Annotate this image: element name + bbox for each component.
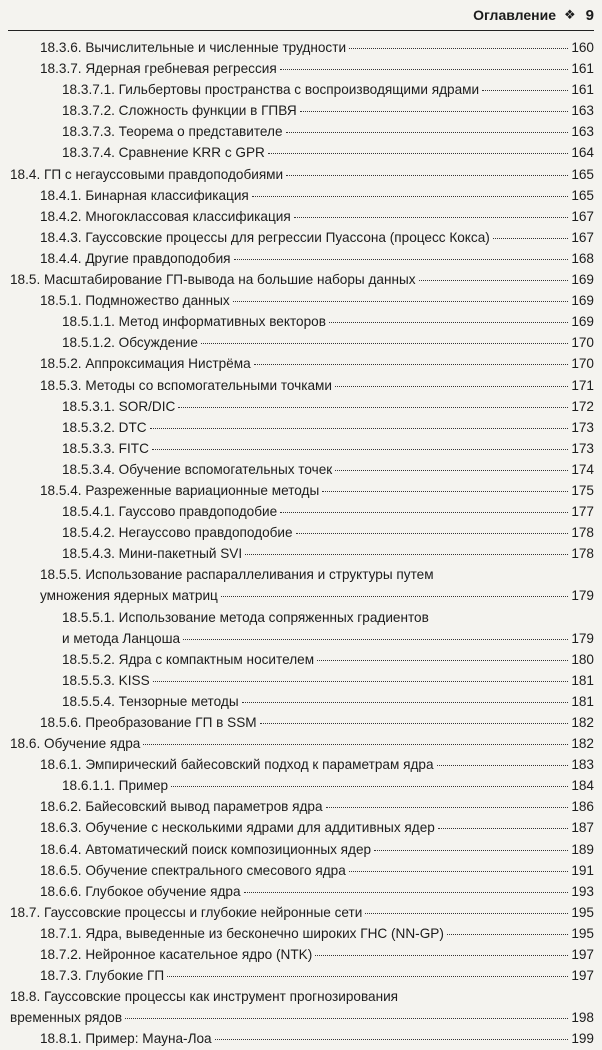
toc-entry-page: 179 bbox=[571, 588, 594, 604]
dot-leader bbox=[335, 470, 568, 471]
toc-entry[interactable] bbox=[0, 754, 602, 775]
toc-entry-title: 18.4. ГП с негауссовыми правдоподобиями bbox=[10, 166, 284, 182]
toc-entry-title: 18.4.1. Бинарная классификация bbox=[40, 187, 249, 203]
toc-entry-page: 183 bbox=[571, 757, 594, 773]
dot-leader bbox=[252, 196, 569, 197]
toc-entry[interactable] bbox=[0, 522, 602, 543]
toc-entry-page: 163 bbox=[571, 103, 594, 119]
toc-entry-title: 18.6. Обучение ядра bbox=[10, 736, 141, 752]
toc-entry-page: 178 bbox=[571, 525, 594, 541]
toc-entry-title: 18.6.1.1. Пример bbox=[62, 778, 169, 794]
toc-entry-page: 193 bbox=[571, 883, 594, 899]
toc-entry-page: 171 bbox=[571, 377, 594, 393]
toc-entry-title: 18.5.5.2. Ядра с компактным носителем bbox=[62, 651, 315, 667]
toc-entry-title: 18.5.4.3. Мини-пакетный SVI bbox=[62, 546, 243, 562]
toc-entry[interactable] bbox=[0, 396, 602, 417]
dot-leader bbox=[152, 449, 568, 450]
dot-leader bbox=[315, 955, 568, 956]
toc-entry[interactable] bbox=[0, 459, 602, 480]
dot-leader bbox=[280, 512, 568, 513]
dot-leader bbox=[167, 976, 568, 977]
toc-entry[interactable] bbox=[0, 185, 602, 206]
toc-entry-title: 18.6.1. Эмпирический байесовский подход к параметрам ядра bbox=[40, 757, 434, 773]
toc-entry[interactable] bbox=[0, 353, 602, 374]
toc-entry[interactable] bbox=[0, 733, 602, 754]
toc-entry-page: 178 bbox=[571, 546, 594, 562]
toc-entry[interactable] bbox=[0, 142, 602, 163]
toc-entry-page: 164 bbox=[571, 145, 594, 161]
toc-entry-page: 169 bbox=[571, 272, 594, 288]
toc-entry[interactable] bbox=[0, 290, 602, 311]
dot-leader bbox=[482, 90, 568, 91]
toc-entry[interactable] bbox=[0, 269, 602, 290]
toc-entry-title: 18.7.2. Нейронное касательное ядро (NTK) bbox=[40, 947, 313, 963]
table-of-contents bbox=[0, 37, 602, 1050]
toc-entry[interactable] bbox=[0, 607, 602, 628]
toc-entry[interactable] bbox=[0, 58, 602, 79]
dot-leader bbox=[125, 1018, 568, 1019]
dot-leader bbox=[349, 48, 568, 49]
toc-entry-page: 173 bbox=[571, 419, 594, 435]
toc-entry-page: 177 bbox=[571, 504, 594, 520]
toc-entry-page: 195 bbox=[571, 904, 594, 920]
toc-entry[interactable] bbox=[0, 248, 602, 269]
toc-entry[interactable] bbox=[0, 817, 602, 838]
toc-entry-title: 18.5.5.1. Использование метода сопряженных градиентов bbox=[62, 609, 429, 625]
toc-entry-page: 169 bbox=[571, 314, 594, 330]
dot-leader bbox=[326, 807, 569, 808]
toc-entry-title: 18.7.1. Ядра, выведенные из бесконечно широких ГНС (NN-GP) bbox=[40, 925, 444, 941]
toc-entry-page: 182 bbox=[571, 715, 594, 730]
dot-leader bbox=[438, 828, 569, 829]
toc-entry-title: 18.5.5.4. Тензорные методы bbox=[62, 693, 239, 709]
toc-entry-title: 18.7.3. Глубокие ГП bbox=[40, 968, 165, 984]
toc-entry-title: временных рядов bbox=[10, 1010, 123, 1026]
toc-entry-title: 18.5.6. Преобразование ГП в SSM bbox=[40, 715, 257, 730]
dot-leader bbox=[254, 364, 569, 365]
toc-entry-page: 199 bbox=[571, 1031, 594, 1047]
toc-entry-page: 168 bbox=[571, 250, 594, 266]
dot-leader bbox=[143, 744, 568, 745]
toc-entry-title: 18.8. Гауссовские процессы как инструмент прогнозирования bbox=[10, 989, 399, 1005]
toc-entry[interactable] bbox=[0, 543, 602, 564]
toc-entry[interactable] bbox=[0, 311, 602, 332]
toc-entry-page: 160 bbox=[571, 40, 594, 55]
toc-entry[interactable] bbox=[0, 839, 602, 860]
toc-entry[interactable] bbox=[0, 332, 602, 353]
header-section-title: Оглавление bbox=[473, 7, 556, 23]
toc-entry-title: 18.6.5. Обучение спектрального смесового ядра bbox=[40, 862, 346, 878]
toc-entry-title: умножения ядерных матриц bbox=[40, 588, 218, 604]
toc-entry-page: 161 bbox=[571, 61, 594, 77]
dot-leader bbox=[234, 259, 569, 260]
dot-leader bbox=[437, 765, 569, 766]
diamond-ornament-icon: ❖ bbox=[564, 7, 576, 22]
dot-leader bbox=[221, 596, 568, 597]
toc-entry-page: 182 bbox=[571, 736, 594, 752]
toc-entry[interactable] bbox=[0, 417, 602, 438]
toc-entry-page: 197 bbox=[571, 968, 594, 984]
toc-entry-page: 174 bbox=[571, 461, 594, 477]
toc-entry-page: 181 bbox=[571, 672, 594, 688]
toc-entry-title: 18.4.3. Гауссовские процессы для регрессии Пуассона (процесс Кокса) bbox=[40, 229, 490, 245]
toc-entry-page: 179 bbox=[571, 630, 594, 646]
toc-entry-title: 18.5.3.1. SOR/DIC bbox=[62, 398, 176, 414]
dot-leader bbox=[300, 111, 569, 112]
toc-entry-page: 180 bbox=[571, 651, 594, 667]
toc-entry-title: и метода Ланцоша bbox=[62, 630, 181, 646]
dot-leader bbox=[260, 723, 569, 724]
dot-leader bbox=[215, 1039, 569, 1040]
toc-entry-title: 18.3.7.2. Сложность функции в ГПВЯ bbox=[62, 103, 297, 119]
toc-entry-page: 172 bbox=[571, 398, 594, 414]
dot-leader bbox=[150, 428, 569, 429]
toc-entry[interactable] bbox=[0, 100, 602, 121]
toc-entry-page: 184 bbox=[571, 778, 594, 794]
dot-leader bbox=[447, 934, 568, 935]
toc-entry[interactable] bbox=[0, 775, 602, 796]
dot-leader bbox=[268, 153, 568, 154]
dot-leader bbox=[280, 69, 569, 70]
toc-entry-page: 170 bbox=[571, 356, 594, 372]
toc-entry-title: 18.5.1.1. Метод информативных векторов bbox=[62, 314, 326, 330]
toc-entry-page: 175 bbox=[571, 482, 594, 498]
toc-entry-page: 167 bbox=[571, 208, 594, 224]
toc-entry[interactable] bbox=[0, 438, 602, 459]
toc-entry-page: 198 bbox=[571, 1010, 594, 1026]
toc-entry-page: 173 bbox=[571, 440, 594, 456]
toc-entry[interactable] bbox=[0, 1007, 602, 1028]
dot-leader bbox=[329, 322, 568, 323]
dot-leader bbox=[419, 280, 569, 281]
toc-entry-title: 18.6.6. Глубокое обучение ядра bbox=[40, 883, 241, 899]
toc-entry-title: 18.5.3. Методы со вспомогательными точками bbox=[40, 377, 332, 393]
toc-entry[interactable] bbox=[0, 796, 602, 817]
toc-entry[interactable] bbox=[0, 670, 602, 691]
toc-entry-title: 18.4.4. Другие правдоподобия bbox=[40, 250, 231, 266]
dot-leader bbox=[365, 913, 568, 914]
toc-entry-title: 18.3.7.4. Сравнение KRR с GPR bbox=[62, 145, 265, 161]
toc-entry[interactable] bbox=[0, 649, 602, 670]
toc-entry-title: 18.3.7. Ядерная гребневая регрессия bbox=[40, 61, 277, 77]
dot-leader bbox=[171, 786, 568, 787]
toc-entry[interactable] bbox=[0, 480, 602, 501]
toc-entry-title: 18.5.1. Подмножество данных bbox=[40, 293, 230, 309]
toc-entry[interactable] bbox=[0, 986, 602, 1007]
toc-entry-page: 191 bbox=[571, 862, 594, 878]
toc-entry[interactable] bbox=[0, 79, 602, 100]
dot-leader bbox=[201, 343, 568, 344]
running-header bbox=[8, 0, 594, 31]
toc-entry-title: 18.6.4. Автоматический поиск композиционных ядер bbox=[40, 841, 372, 857]
toc-entry-title: 18.3.6. Вычислительные и численные трудности bbox=[40, 40, 347, 55]
toc-entry[interactable] bbox=[0, 965, 602, 986]
toc-entry-page: 167 bbox=[571, 229, 594, 245]
dot-leader bbox=[296, 533, 569, 534]
toc-entry[interactable] bbox=[0, 712, 602, 733]
toc-entry[interactable] bbox=[0, 628, 602, 649]
dot-leader bbox=[286, 132, 569, 133]
toc-entry[interactable] bbox=[0, 564, 602, 585]
dot-leader bbox=[245, 554, 568, 555]
dot-leader bbox=[183, 639, 568, 640]
toc-entry-title: 18.5.5. Использование распараллеливания и структуры путем bbox=[40, 567, 434, 583]
toc-entry-title: 18.6.3. Обучение с несколькими ядрами для аддитивных ядер bbox=[40, 820, 435, 836]
toc-entry-page: 195 bbox=[571, 925, 594, 941]
toc-entry-title: 18.5.2. Аппроксимация Нистрёма bbox=[40, 356, 251, 372]
toc-entry-title: 18.3.7.1. Гильбертовы пространства с воспроизводящими ядрами bbox=[62, 82, 480, 98]
dot-leader bbox=[317, 660, 568, 661]
toc-entry-page: 163 bbox=[571, 124, 594, 140]
dot-leader bbox=[286, 175, 568, 176]
toc-entry[interactable] bbox=[0, 227, 602, 248]
toc-entry-page: 165 bbox=[571, 187, 594, 203]
dot-leader bbox=[242, 702, 569, 703]
toc-entry-title: 18.5.3.3. FITC bbox=[62, 440, 149, 456]
toc-entry[interactable] bbox=[0, 375, 602, 396]
toc-entry-title: 18.5. Масштабирование ГП-вывода на большие наборы данных bbox=[10, 272, 416, 288]
toc-entry[interactable] bbox=[0, 121, 602, 142]
dot-leader bbox=[153, 681, 569, 682]
toc-entry-title: 18.6.2. Байесовский вывод параметров ядра bbox=[40, 799, 323, 815]
toc-entry-page: 181 bbox=[571, 693, 594, 709]
toc-entry[interactable] bbox=[0, 691, 602, 712]
toc-entry[interactable] bbox=[0, 501, 602, 522]
toc-entry-page: 169 bbox=[571, 293, 594, 309]
dot-leader bbox=[178, 407, 568, 408]
toc-entry-title: 18.5.1.2. Обсуждение bbox=[62, 335, 198, 351]
toc-entry-title: 18.3.7.3. Теорема о представителе bbox=[62, 124, 283, 140]
toc-entry[interactable] bbox=[0, 944, 602, 965]
header-page-number: 9 bbox=[585, 6, 594, 24]
toc-entry[interactable] bbox=[0, 37, 602, 58]
dot-leader bbox=[322, 491, 568, 492]
toc-entry-title: 18.5.4.1. Гауссово правдоподобие bbox=[62, 504, 278, 520]
toc-entry-title: 18.7. Гауссовские процессы и глубокие нейронные сети bbox=[10, 904, 363, 920]
toc-entry-title: 18.8.1. Пример: Мауна-Лоа bbox=[40, 1031, 212, 1047]
toc-entry-title: 18.5.5.3. KISS bbox=[62, 672, 150, 688]
dot-leader bbox=[493, 238, 569, 239]
dot-leader bbox=[349, 871, 569, 872]
toc-entry-page: 161 bbox=[571, 82, 594, 98]
toc-entry-title: 18.4.2. Многоклассовая классификация bbox=[40, 208, 291, 224]
toc-entry[interactable] bbox=[0, 923, 602, 944]
toc-entry-page: 165 bbox=[571, 166, 594, 182]
dot-leader bbox=[244, 892, 569, 893]
toc-entry-title: 18.5.3.2. DTC bbox=[62, 419, 147, 435]
toc-entry-title: 18.5.4.2. Негауссово правдоподобие bbox=[62, 525, 293, 541]
toc-entry[interactable] bbox=[0, 164, 602, 185]
dot-leader bbox=[233, 301, 569, 302]
toc-entry[interactable] bbox=[0, 585, 602, 606]
toc-entry-page: 186 bbox=[571, 799, 594, 815]
toc-entry[interactable] bbox=[0, 1028, 602, 1049]
toc-entry[interactable] bbox=[0, 881, 602, 902]
toc-entry[interactable] bbox=[0, 860, 602, 881]
toc-entry-page: 187 bbox=[571, 820, 594, 836]
toc-entry-page: 197 bbox=[571, 947, 594, 963]
toc-entry-page: 170 bbox=[571, 335, 594, 351]
toc-entry[interactable] bbox=[0, 206, 602, 227]
dot-leader bbox=[335, 386, 568, 387]
toc-entry-title: 18.5.3.4. Обучение вспомогательных точек bbox=[62, 461, 333, 477]
toc-entry-page: 189 bbox=[571, 841, 594, 857]
toc-entry[interactable] bbox=[0, 902, 602, 923]
dot-leader bbox=[374, 850, 568, 851]
dot-leader bbox=[294, 217, 569, 218]
toc-entry-title: 18.5.4. Разреженные вариационные методы bbox=[40, 482, 320, 498]
